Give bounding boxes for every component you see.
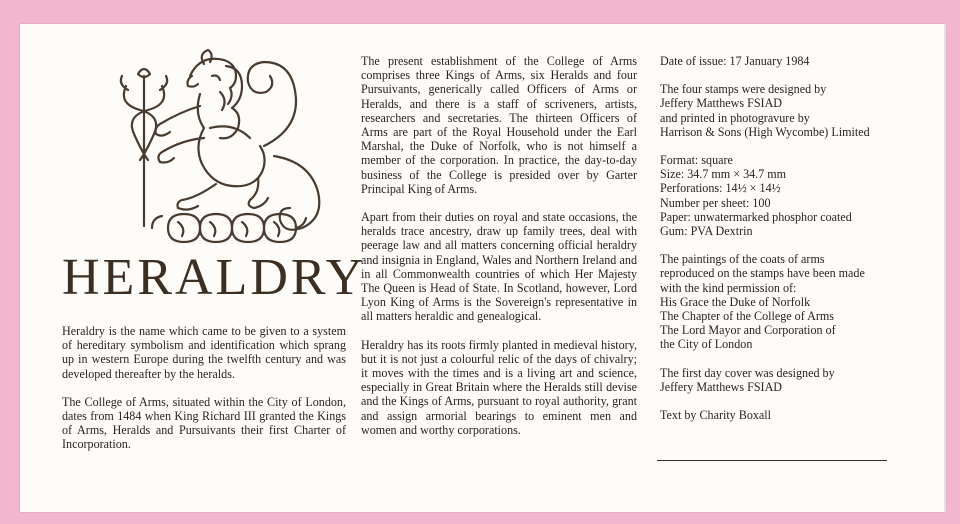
intro-column — [62, 324, 346, 466]
text-credit: Text by Charity Boxall — [660, 408, 772, 423]
issue-date: Date of issue: 17 January 1984 — [660, 54, 810, 68]
intro-paragraph: Heraldry is the name which came to be given to a system of hereditary symbolism and identification which sprang up in western Europe during the twelfth century and was developed thereafter by the heralds. — [62, 324, 346, 381]
page-title: HERALDRY — [62, 249, 367, 306]
designer-info: The four stamps were designed by Jeffery Matthews FSIAD and printed in photogravure by Harrison & Sons (High Wycombe) Limited — [660, 82, 870, 139]
roots-paragraph: Heraldry has its roots firmly planted in medieval history, but it is not just a colourful relic of the days of chivalry; it moves with the times and is a living art and science, especially in Great Britain where the Heralds still devise and the Kings of Arms, pursuant to royal authority, grant and assign armorial bearings to eminent men and women and worthy corporations. — [361, 337, 637, 437]
college-history-paragraph: The College of Arms, situated within the City of London, dates from 1484 when King Richard III granted the Kings of Arms, Heralds and Pursuivants their first Charter of Incorporation. — [62, 394, 346, 452]
establishment-paragraph: The present establishment of the College of Arms comprises three Kings of Arms, six Heralds and four Pursuivants, generically called Officers of Arms or Heralds, and there is a staff of scriveners, artists, researchers and secretaries. The thirteen Officers of Arms are part of the Royal Household under the Earl Marshal, the Duke of Norfolk, who is not himself a member of the corporation. In practice, the day-to-day business of the College is presided over by Garter Principal King of Arms. — [361, 54, 637, 196]
signature-line — [657, 460, 887, 461]
presentation-card — [20, 24, 946, 512]
college-column — [361, 54, 637, 451]
stamp-details-column — [660, 54, 920, 436]
technical-specs: Format: square Size: 34.7 mm × 34.7 mm Perforations: 14½ × 14½ Number per sheet: 100 Paper: unwatermarked phosphor coated Gum: PVA Dextrin — [660, 153, 852, 239]
paintings-permission: The paintings of the coats of arms reproduced on the stamps have been made with the kind permission of: His Grace the Duke of Norfolk The Chapter of the College of Arms The Lord Mayor and Corporation of the City of London — [660, 252, 865, 352]
duties-paragraph: Apart from their duties on royal and state occasions, the heralds trace ancestry, draw up family trees, deal with peerage law and all matters concerning official heraldry and insignia in England, Wales and Northern Ireland and in all Commonwealth countries of which Her Majesty The Queen is Head of State. In Scotland, however, Lord Lyon King of Arms is the Sovereign's representative in all matters heraldic and genealogical. — [361, 210, 637, 324]
heraldic-lion-emblem — [108, 46, 334, 252]
first-day-cover-info: The first day cover was designed by Jeffery Matthews FSIAD — [660, 365, 835, 394]
